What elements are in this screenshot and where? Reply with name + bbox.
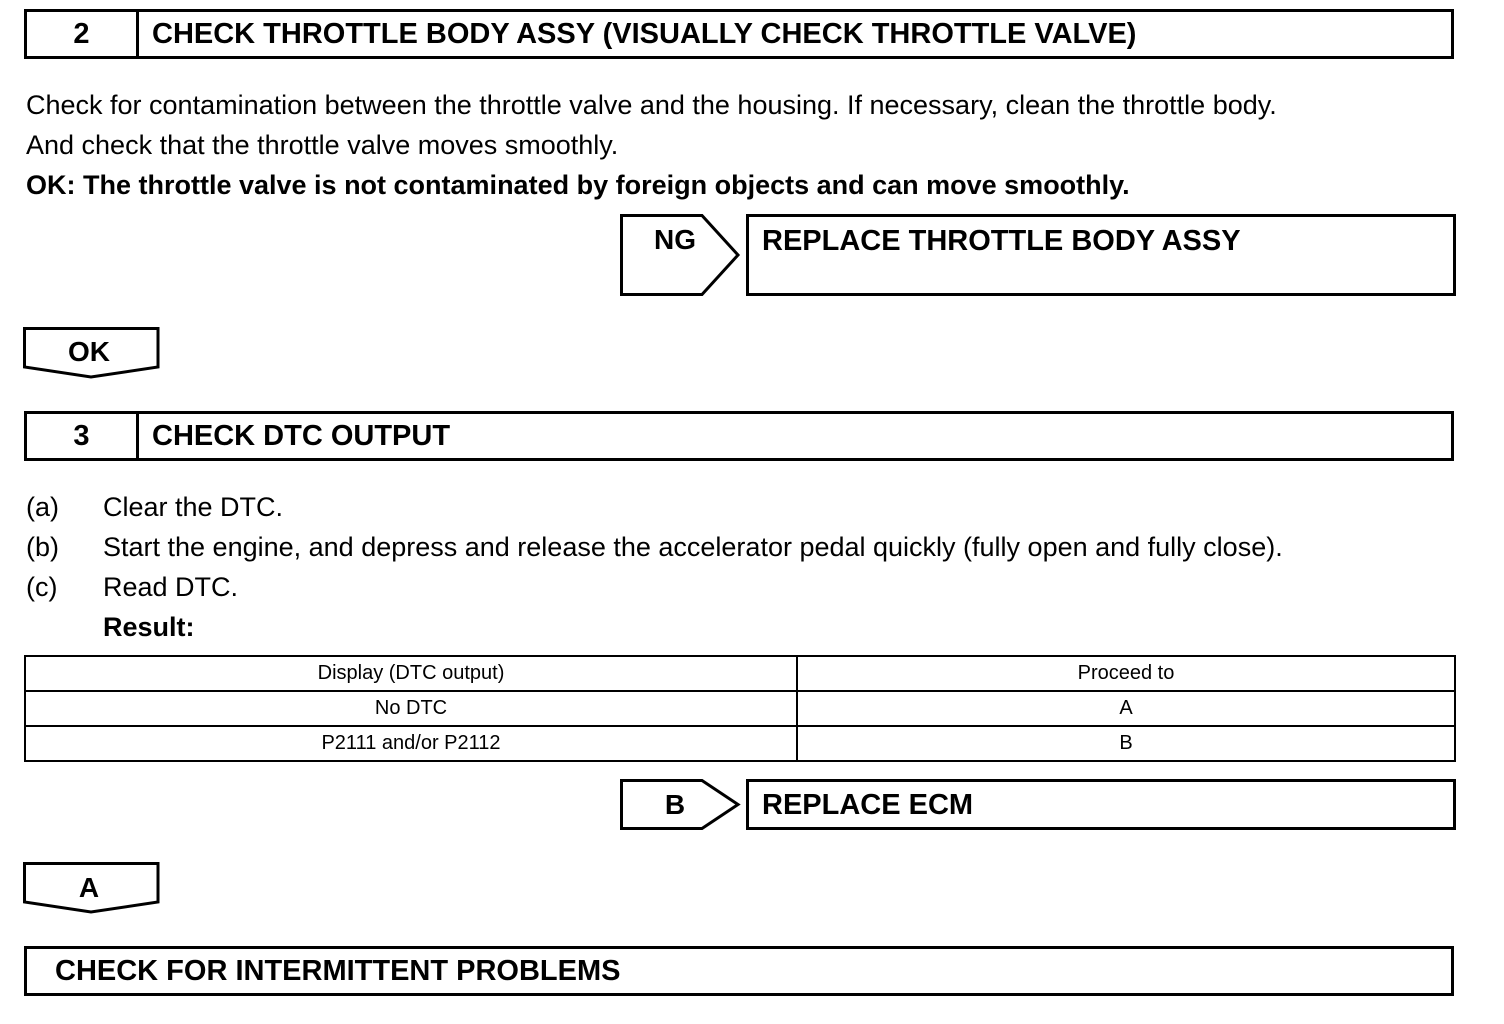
ng-label: NG [654,224,696,255]
result-label: Result: [103,612,195,642]
b-action-box: REPLACE ECM [746,779,1456,830]
table-header-row [25,656,1455,691]
step-2-instruction-line-1: Check for contamination between the throttle valve and the housing. If necessary, clean the throttle body. [26,90,1277,120]
list-marker: (c) [26,572,58,602]
table-cell: A [797,691,1455,726]
list-item [26,574,238,601]
step-2-instruction-line-2: And check that the throttle valve moves smoothly. [26,130,619,160]
b-label: B [664,789,686,820]
list-marker: (b) [26,532,59,562]
ok-label: OK [68,336,110,367]
step-3-header [24,411,1454,461]
step-number: 2 [27,12,139,56]
list-item [26,534,1283,561]
ng-action-box: REPLACE THROTTLE BODY ASSY [746,214,1456,296]
ok-criteria: OK: The throttle valve is not contaminated by foreign objects and can move smoothly. [26,170,1130,200]
table-cell: No DTC [25,691,797,726]
a-label: A [78,872,100,903]
step-2-header [24,9,1454,59]
table-cell: P2111 and/or P2112 [25,726,797,761]
list-text: Start the engine, and depress and release the accelerator pedal quickly (fully open and fully close). [103,532,1283,562]
table-row [25,726,1455,761]
step-title: CHECK DTC OUTPUT [152,419,451,452]
step-title: CHECK THROTTLE BODY ASSY (VISUALLY CHECK THROTTLE VALVE) [152,17,1137,50]
final-step-box: CHECK FOR INTERMITTENT PROBLEMS [24,946,1454,996]
table-row [25,691,1455,726]
list-text: Read DTC. [103,572,239,602]
table-header: Display (DTC output) [25,656,797,691]
list-item [26,494,283,521]
list-text: Clear the DTC. [103,492,284,522]
step-number: 3 [27,414,139,458]
result-table [24,655,1456,762]
table-cell: B [797,726,1455,761]
list-marker: (a) [26,492,59,522]
table-header: Proceed to [797,656,1455,691]
